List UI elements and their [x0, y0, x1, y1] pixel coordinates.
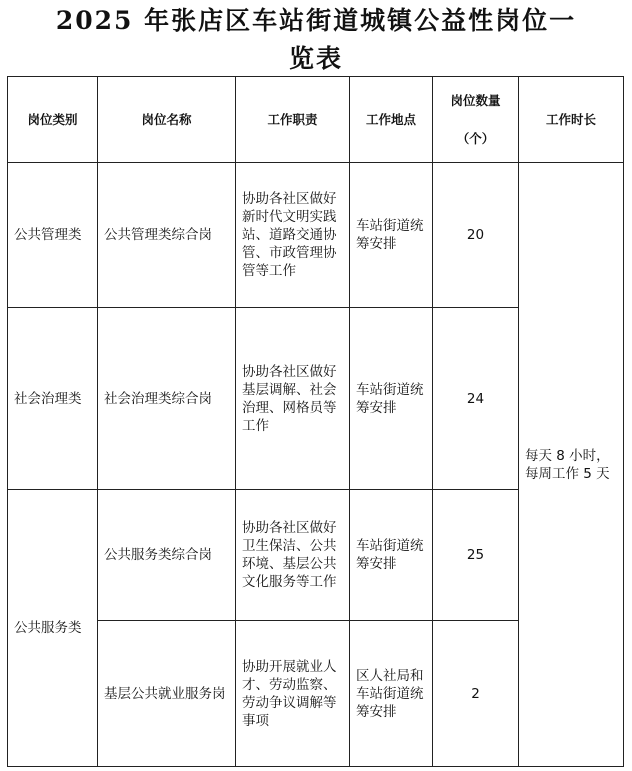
duty-cell: 协助开展就业人才、劳动监察、劳动争议调解等事项 — [236, 621, 350, 767]
positions-table — [7, 76, 624, 767]
header-count — [433, 77, 519, 163]
category-cell: 社会治理类 — [8, 308, 98, 490]
header-location: 工作地点 — [350, 77, 433, 163]
table-row — [8, 163, 624, 308]
header-hours: 工作时长 — [519, 77, 624, 163]
header-count-label: 岗位数量 — [450, 92, 501, 108]
location-cell: 车站街道统筹安排 — [350, 308, 433, 490]
title-line-1: 2025 年张店区车站街道城镇公益性岗位一 — [55, 6, 577, 35]
header-position-name: 岗位名称 — [98, 77, 236, 163]
location-cell: 区人社局和车站街道统筹安排 — [350, 621, 433, 767]
count-cell: 25 — [433, 490, 519, 621]
count-cell: 20 — [433, 163, 519, 308]
location-cell: 车站街道统筹安排 — [350, 163, 433, 308]
header-category: 岗位类别 — [8, 77, 98, 163]
header-duty: 工作职责 — [236, 77, 350, 163]
position-name-cell: 社会治理类综合岗 — [98, 308, 236, 490]
header-count-unit: （个） — [456, 130, 495, 146]
duty-cell: 协助各社区做好基层调解、社会治理、网格员等工作 — [236, 308, 350, 490]
count-cell: 2 — [433, 621, 519, 767]
count-cell: 24 — [433, 308, 519, 490]
hours-cell: 每天 8 小时，每周工作 5 天 — [519, 163, 624, 767]
header-row — [8, 77, 624, 163]
position-name-cell: 公共管理类综合岗 — [98, 163, 236, 308]
duty-cell: 协助各社区做好卫生保洁、公共环境、基层公共文化服务等工作 — [236, 490, 350, 621]
duty-cell: 协助各社区做好新时代文明实践站、道路交通协管、市政管理协管等工作 — [236, 163, 350, 308]
position-name-cell: 公共服务类综合岗 — [98, 490, 236, 621]
category-cell: 公共服务类 — [8, 490, 98, 767]
location-cell: 车站街道统筹安排 — [350, 490, 433, 621]
title-line-2: 览表 — [288, 44, 343, 73]
page-title — [0, 2, 632, 78]
position-name-cell: 基层公共就业服务岗 — [98, 621, 236, 767]
category-cell: 公共管理类 — [8, 163, 98, 308]
